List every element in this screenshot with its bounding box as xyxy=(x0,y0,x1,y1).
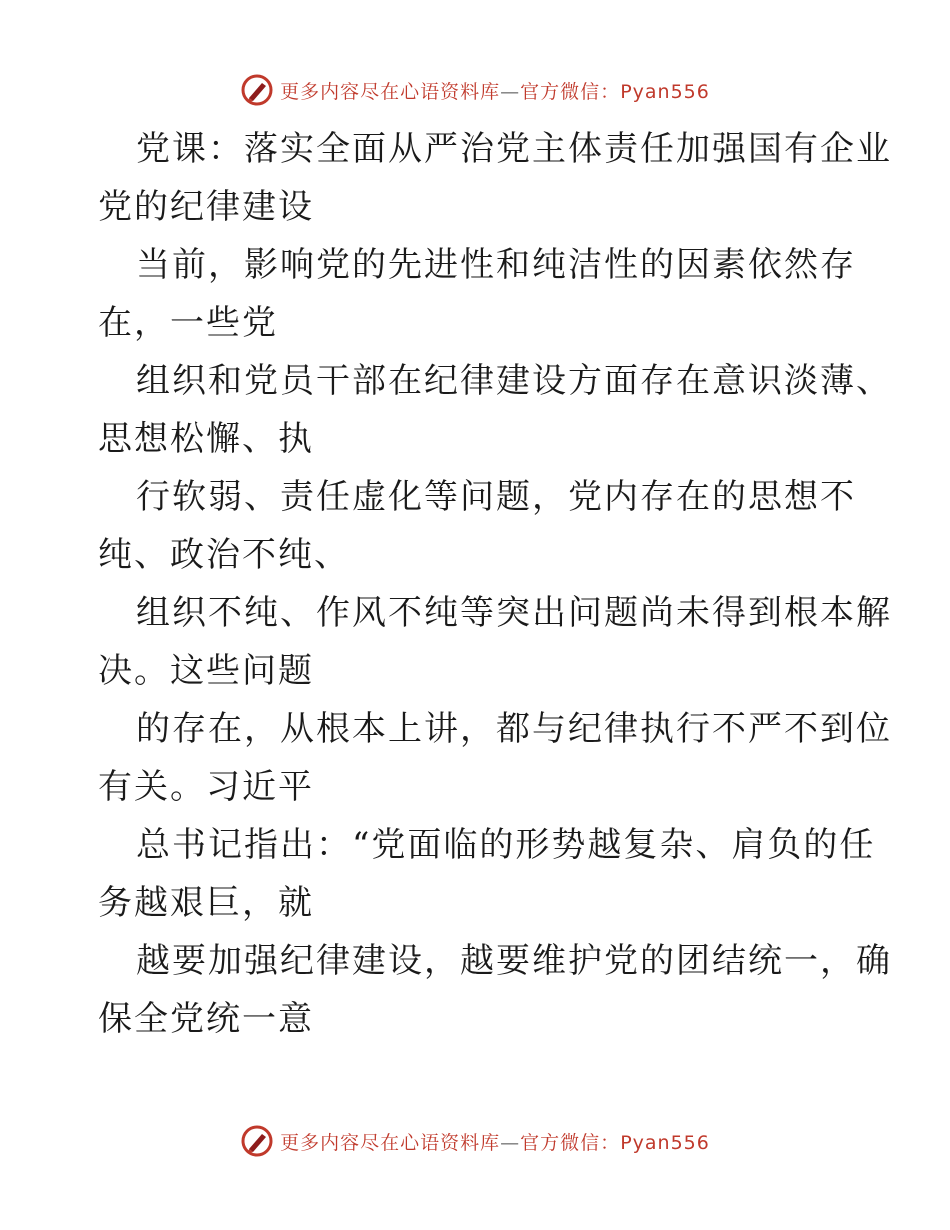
footer-banner xyxy=(0,1121,950,1161)
paragraph-line: 在，一些党 xyxy=(98,303,278,343)
paragraph-line: 党课：落实全面从严治党主体责任加强国有企业 xyxy=(136,129,892,169)
paragraph-line: 务越艰巨，就 xyxy=(98,883,314,923)
banner-brand: 更多内容尽在心语资料库 xyxy=(280,80,501,103)
paragraph-line: 越要加强纪律建设，越要维护党的团结统一，确 xyxy=(136,941,892,981)
paragraph-line: 行软弱、责任虚化等问题，党内存在的思想不 xyxy=(136,477,856,517)
header-banner xyxy=(0,70,950,110)
paragraph-line: 思想松懈、执 xyxy=(98,419,314,459)
paragraph-line: 组织和党员干部在纪律建设方面存在意识淡薄、 xyxy=(136,361,892,401)
paragraph-line: 的存在，从根本上讲，都与纪律执行不严不到位 xyxy=(136,709,892,749)
pen-circle-logo-icon xyxy=(240,1124,274,1158)
paragraph-line: 有关。习近平 xyxy=(98,767,314,807)
paragraph-line: 当前，影响党的先进性和纯洁性的因素依然存 xyxy=(136,245,856,285)
banner-dash: — xyxy=(500,1131,521,1154)
paragraph-line: 党的纪律建设 xyxy=(98,187,314,227)
paragraph-line: 决。这些问题 xyxy=(98,651,314,691)
banner-brand: 更多内容尽在心语资料库 xyxy=(280,1131,501,1154)
pen-circle-logo-icon xyxy=(240,73,274,107)
banner-wechat-label: 官方微信： xyxy=(520,1131,621,1154)
banner-wechat-id: Pyan556 xyxy=(620,1131,710,1154)
document-body xyxy=(98,120,892,1048)
paragraph-line: 纯、政治不纯、 xyxy=(98,535,350,575)
banner-wechat-id: Pyan556 xyxy=(620,80,710,103)
banner-wechat-label: 官方微信： xyxy=(520,80,621,103)
paragraph-line: 组织不纯、作风不纯等突出问题尚未得到根本解 xyxy=(136,593,892,633)
paragraph-line: 总书记指出：“党面临的形势越复杂、肩负的任 xyxy=(136,825,876,865)
banner-dash: — xyxy=(500,80,521,103)
paragraph-line: 保全党统一意 xyxy=(98,999,314,1039)
